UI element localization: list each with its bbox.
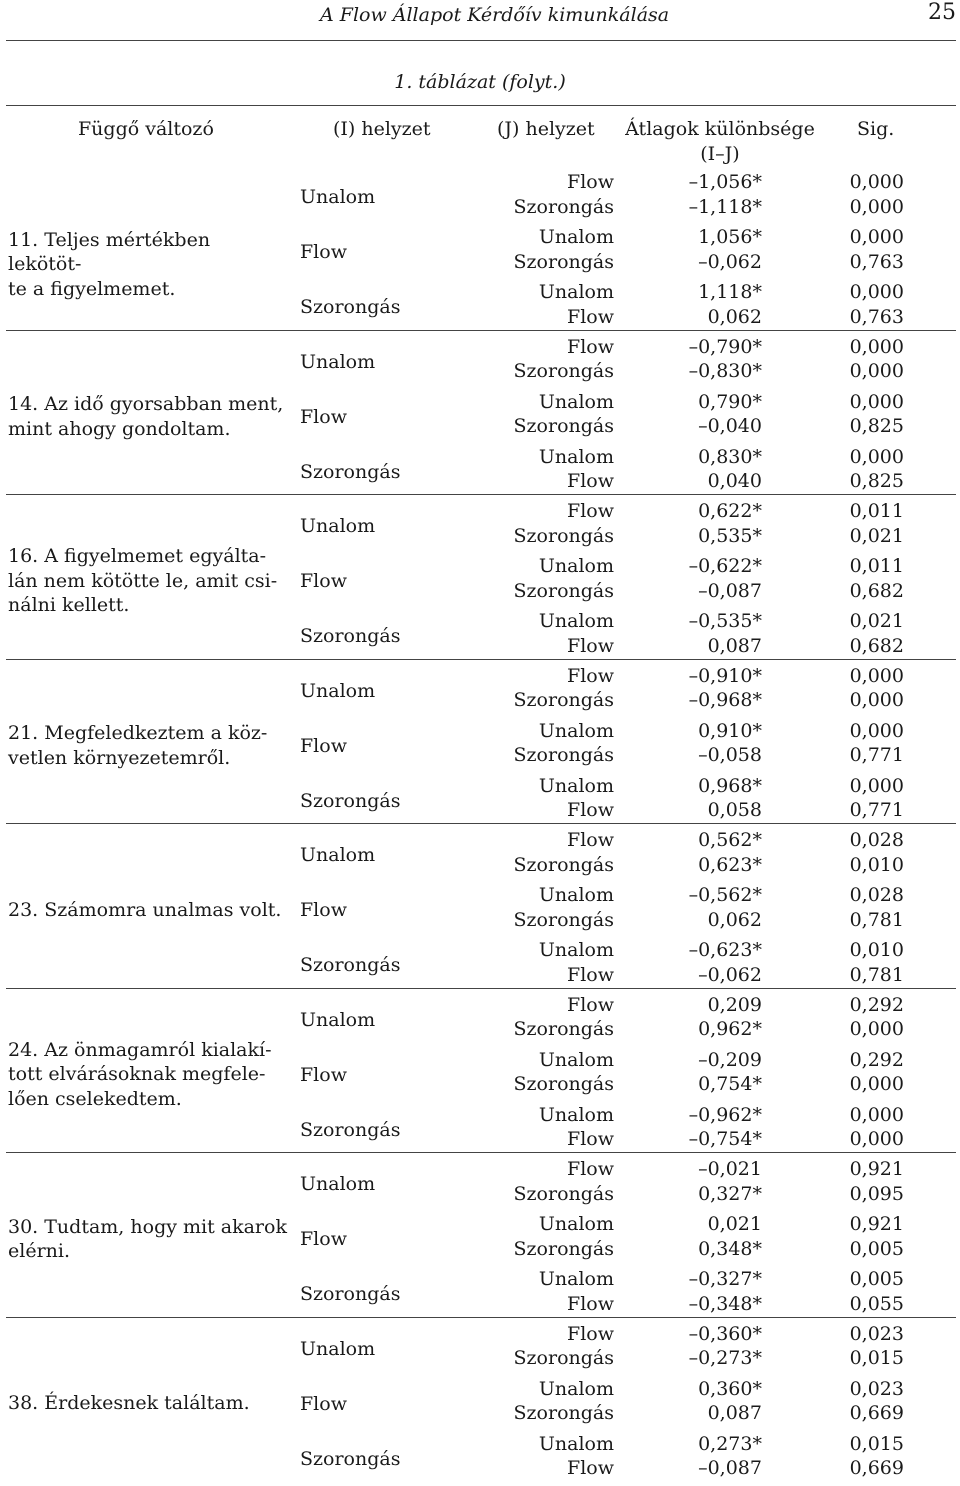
running-header-title: A Flow Állapot Kérdőív kimunkálása (320, 4, 670, 26)
j-condition: Szorongás (513, 908, 614, 931)
mean-difference: 0,058 (707, 799, 762, 821)
mean-difference: –1,056* (688, 171, 762, 193)
mean-difference: –1,118* (688, 195, 762, 218)
i-condition: Szorongás (300, 296, 401, 318)
comparison-pair (0, 554, 960, 604)
mean-difference: 0,087 (707, 634, 762, 657)
column-header-sig: Sig. (857, 118, 895, 140)
mean-difference: 0,830* (698, 445, 762, 468)
significance: 0,000 (849, 226, 904, 248)
significance: 0,000 (849, 360, 904, 382)
page-number: 25 (928, 0, 956, 25)
significance: 0,055 (849, 1292, 904, 1315)
mean-difference: 0,062 (707, 305, 762, 328)
mean-difference: 0,968* (698, 774, 762, 797)
comparison-pair (0, 1212, 960, 1262)
significance: 0,005 (849, 1268, 904, 1290)
mean-difference: 0,062 (707, 908, 762, 931)
j-condition: Unalom (538, 884, 614, 906)
mean-difference: 0,087 (707, 1402, 762, 1424)
significance: 0,011 (849, 500, 904, 522)
mean-difference: –0,622* (688, 555, 762, 577)
group-separator-rule (6, 988, 956, 989)
j-condition: Flow (567, 664, 614, 687)
significance: 0,000 (849, 1128, 904, 1150)
comparison-pair (0, 1377, 960, 1427)
mean-difference: –0,087 (698, 579, 762, 602)
question-group (0, 335, 960, 499)
question-text: 11. Teljes mértékben lekötöt- te a figyelmemet. (8, 228, 211, 300)
comparison-pair (0, 1103, 960, 1153)
significance: 0,000 (849, 195, 904, 218)
comparison-pair (0, 774, 960, 824)
j-condition: Flow (567, 799, 614, 821)
mean-difference: –0,062 (698, 963, 762, 986)
significance: 0,000 (849, 689, 904, 711)
i-condition: Szorongás (300, 954, 401, 976)
comparison-pair (0, 1157, 960, 1207)
j-condition: Szorongás (513, 853, 614, 876)
significance: 0,921 (849, 1213, 904, 1235)
mean-difference: 0,910* (698, 719, 762, 742)
significance: 0,921 (849, 1158, 904, 1180)
j-condition: Unalom (538, 1213, 614, 1235)
mean-difference: –0,535* (688, 610, 762, 632)
j-condition: Unalom (538, 281, 614, 303)
j-condition: Szorongás (513, 360, 614, 382)
i-condition: Szorongás (300, 1283, 401, 1305)
i-condition: Flow (300, 241, 347, 263)
i-condition: Szorongás (300, 1447, 401, 1470)
j-condition: Szorongás (513, 1018, 614, 1040)
j-condition: Szorongás (513, 579, 614, 602)
group-separator-rule (6, 1152, 956, 1153)
comparison-pair (0, 335, 960, 385)
j-condition: Flow (567, 634, 614, 657)
j-condition: Flow (567, 500, 614, 522)
group-separator-rule (6, 823, 956, 824)
significance: 0,682 (849, 634, 904, 657)
j-condition: Unalom (538, 939, 614, 961)
mean-difference: –0,058 (698, 744, 762, 766)
mean-difference: –0,021 (698, 1158, 762, 1180)
j-condition: Szorongás (513, 415, 614, 437)
table-caption: 1. táblázat (folyt.) (394, 71, 566, 93)
mean-difference: 0,623* (698, 853, 762, 876)
significance: 0,292 (849, 1048, 904, 1071)
group-separator-rule (6, 659, 956, 660)
i-condition: Flow (300, 570, 347, 592)
i-condition: Flow (300, 1063, 347, 1086)
significance: 0,015 (849, 1347, 904, 1369)
significance: 0,771 (849, 799, 904, 821)
mean-difference: –0,348* (688, 1292, 762, 1315)
significance: 0,781 (849, 963, 904, 986)
significance: 0,011 (849, 555, 904, 577)
significance: 0,763 (849, 250, 904, 273)
j-condition: Unalom (538, 445, 614, 468)
j-condition: Flow (567, 963, 614, 986)
significance: 0,000 (849, 719, 904, 742)
comparison-pair (0, 1267, 960, 1317)
comparison-pair (0, 828, 960, 878)
significance: 0,669 (849, 1457, 904, 1479)
i-condition: Unalom (300, 1173, 376, 1195)
significance: 0,763 (849, 305, 904, 328)
significance: 0,000 (849, 335, 904, 358)
significance: 0,000 (849, 390, 904, 413)
significance: 0,000 (849, 445, 904, 468)
mean-difference: 0,754* (698, 1073, 762, 1095)
j-condition: Unalom (538, 226, 614, 248)
significance: 0,023 (849, 1377, 904, 1400)
comparison-pair (0, 664, 960, 714)
j-condition: Flow (567, 1128, 614, 1150)
j-condition: Unalom (538, 1377, 614, 1400)
question-group (0, 1157, 960, 1321)
i-condition: Unalom (300, 679, 376, 702)
mean-difference: –0,623* (688, 939, 762, 961)
significance: 0,000 (849, 774, 904, 797)
question-text: 21. Megfeledkeztem a köz- vetlen környezetemről. (8, 722, 268, 769)
significance: 0,292 (849, 993, 904, 1016)
j-condition: Flow (567, 1457, 614, 1479)
significance: 0,000 (849, 1103, 904, 1126)
i-condition: Flow (300, 899, 347, 921)
mean-difference: 1,056* (698, 226, 762, 248)
group-separator-rule (6, 1317, 956, 1318)
mean-difference: –0,062 (698, 250, 762, 273)
mean-difference: –0,754* (688, 1128, 762, 1150)
i-condition: Flow (300, 1228, 347, 1250)
comparison-pair (0, 938, 960, 988)
i-condition: Flow (300, 1392, 347, 1415)
mean-difference: –0,327* (688, 1268, 762, 1290)
mean-difference: –0,209 (698, 1048, 762, 1071)
mean-difference: 0,790* (698, 390, 762, 413)
mean-difference: –0,087 (698, 1457, 762, 1479)
mean-difference: 0,040 (707, 470, 762, 492)
j-condition: Unalom (538, 1048, 614, 1071)
comparison-pair (0, 280, 960, 330)
column-header-j: (J) helyzet (497, 118, 595, 140)
j-condition: Unalom (538, 1432, 614, 1455)
j-condition: Flow (567, 305, 614, 328)
significance: 0,000 (849, 664, 904, 687)
table-top-rule (6, 105, 956, 106)
j-condition: Szorongás (513, 744, 614, 766)
mean-difference: 0,962* (698, 1018, 762, 1040)
mean-difference: –0,360* (688, 1322, 762, 1345)
comparison-pair (0, 1432, 960, 1482)
header-rule (6, 40, 956, 41)
comparison-pair (0, 170, 960, 220)
question-text: 30. Tudtam, hogy mit akarok elérni. (8, 1215, 287, 1262)
j-condition: Unalom (538, 1103, 614, 1126)
question-text: 24. Az önmagamról kialakí- tott elvárásoknak megfele- lően cselekedtem. (8, 1038, 272, 1110)
question-group (0, 664, 960, 828)
j-condition: Unalom (538, 719, 614, 742)
j-condition: Flow (567, 1292, 614, 1315)
j-condition: Szorongás (513, 1237, 614, 1260)
j-condition: Szorongás (513, 524, 614, 547)
i-condition: Unalom (300, 844, 376, 866)
i-condition: Flow (300, 734, 347, 757)
i-condition: Unalom (300, 515, 376, 537)
comparison-pair (0, 609, 960, 659)
significance: 0,000 (849, 281, 904, 303)
column-header-dependent: Függő változó (78, 118, 214, 140)
significance: 0,825 (849, 470, 904, 492)
column-header-difference: Átlagok különbsége (I–J) (625, 118, 815, 165)
significance: 0,021 (849, 610, 904, 632)
j-condition: Unalom (538, 1268, 614, 1290)
j-condition: Szorongás (513, 195, 614, 218)
j-condition: Szorongás (513, 1073, 614, 1095)
j-condition: Flow (567, 829, 614, 851)
significance: 0,005 (849, 1237, 904, 1260)
significance: 0,000 (849, 1018, 904, 1040)
comparison-pair (0, 883, 960, 933)
question-group (0, 170, 960, 334)
comparison-pair (0, 390, 960, 440)
i-condition: Unalom (300, 186, 376, 208)
question-text: 14. Az idő gyorsabban ment, mint ahogy gondoltam. (8, 393, 284, 440)
significance: 0,825 (849, 415, 904, 437)
i-condition: Szorongás (300, 789, 401, 812)
mean-difference: –0,910* (688, 664, 762, 687)
mean-difference: 0,622* (698, 500, 762, 522)
comparison-pair (0, 1048, 960, 1098)
significance: 0,010 (849, 853, 904, 876)
significance: 0,000 (849, 1073, 904, 1095)
j-condition: Unalom (538, 610, 614, 632)
j-condition: Flow (567, 171, 614, 193)
significance: 0,781 (849, 908, 904, 931)
significance: 0,000 (849, 171, 904, 193)
column-header-i: (I) helyzet (333, 118, 431, 140)
mean-difference: 0,535* (698, 524, 762, 547)
mean-difference: –0,830* (688, 360, 762, 382)
j-condition: Flow (567, 1322, 614, 1345)
mean-difference: 0,562* (698, 829, 762, 851)
mean-difference: 0,021 (707, 1213, 762, 1235)
question-text: 38. Érdekesnek találtam. (8, 1392, 250, 1415)
mean-difference: 0,348* (698, 1237, 762, 1260)
question-group (0, 499, 960, 663)
j-condition: Flow (567, 1158, 614, 1180)
significance: 0,669 (849, 1402, 904, 1424)
mean-difference: 0,209 (707, 993, 762, 1016)
significance: 0,095 (849, 1182, 904, 1205)
i-condition: Unalom (300, 1337, 376, 1360)
question-group (0, 1322, 960, 1486)
comparison-pair (0, 993, 960, 1043)
j-condition: Szorongás (513, 250, 614, 273)
significance: 0,682 (849, 579, 904, 602)
question-text: 16. A figyelmemet egyálta- lán nem kötötte le, amit csi- nálni kellett. (8, 545, 278, 617)
j-condition: Flow (567, 470, 614, 492)
mean-difference: 0,360* (698, 1377, 762, 1400)
j-condition: Unalom (538, 555, 614, 577)
j-condition: Szorongás (513, 1402, 614, 1424)
mean-difference: 0,273* (698, 1432, 762, 1455)
comparison-pair (0, 1322, 960, 1372)
comparison-pair (0, 225, 960, 275)
mean-difference: –0,562* (688, 884, 762, 906)
question-group (0, 828, 960, 992)
mean-difference: 1,118* (698, 281, 762, 303)
j-condition: Szorongás (513, 1182, 614, 1205)
group-separator-rule (6, 330, 956, 331)
comparison-pair (0, 719, 960, 769)
mean-difference: –0,962* (688, 1103, 762, 1126)
mean-difference: –0,790* (688, 335, 762, 358)
significance: 0,010 (849, 939, 904, 961)
significance: 0,028 (849, 829, 904, 851)
i-condition: Szorongás (300, 460, 401, 483)
j-condition: Unalom (538, 390, 614, 413)
question-text: 23. Számomra unalmas volt. (8, 898, 282, 921)
mean-difference: –0,040 (698, 415, 762, 437)
comparison-pair (0, 499, 960, 549)
j-condition: Flow (567, 993, 614, 1016)
i-condition: Unalom (300, 1008, 376, 1031)
significance: 0,028 (849, 884, 904, 906)
mean-difference: 0,327* (698, 1182, 762, 1205)
i-condition: Flow (300, 405, 347, 428)
j-condition: Flow (567, 335, 614, 358)
i-condition: Szorongás (300, 1118, 401, 1141)
comparison-pair (0, 445, 960, 495)
mean-difference: –0,968* (688, 689, 762, 711)
i-condition: Szorongás (300, 625, 401, 647)
j-condition: Szorongás (513, 1347, 614, 1369)
mean-difference: –0,273* (688, 1347, 762, 1369)
j-condition: Unalom (538, 774, 614, 797)
j-condition: Szorongás (513, 689, 614, 711)
i-condition: Unalom (300, 350, 376, 373)
group-separator-rule (6, 494, 956, 495)
significance: 0,021 (849, 524, 904, 547)
significance: 0,015 (849, 1432, 904, 1455)
significance: 0,771 (849, 744, 904, 766)
significance: 0,023 (849, 1322, 904, 1345)
question-group (0, 993, 960, 1157)
